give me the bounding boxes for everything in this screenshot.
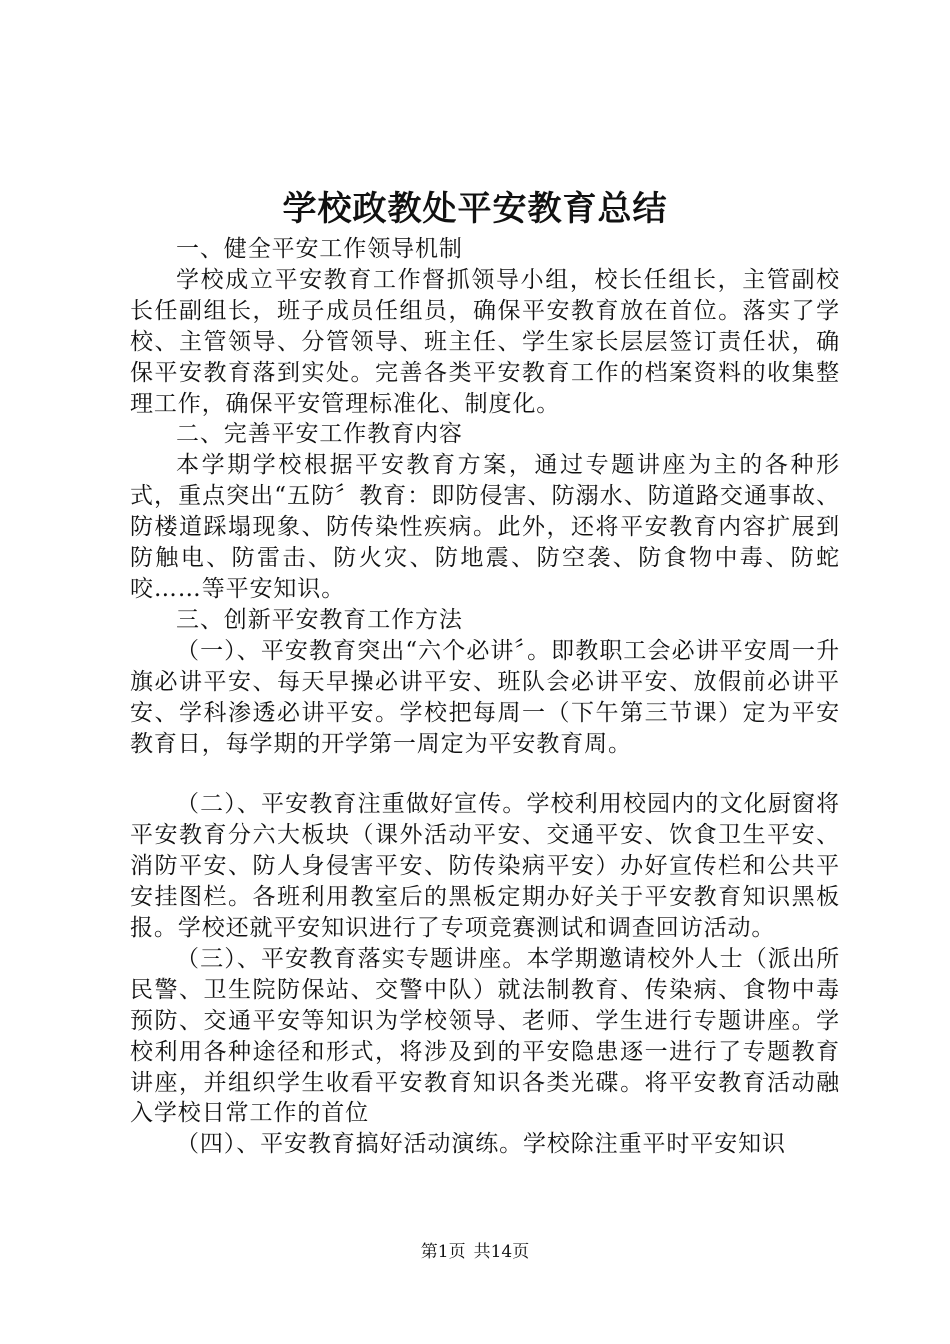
body-paragraph: （二）、平安教育注重做好宣传。学校利用校园内的文化厨窗将平安教育分六大板块（课外活动平安、交通平安、饮食卫生平安、消防平安、防人身侵害平安、防传染病平安）办好宣传栏和公共平安挂图栏。各班利用教室后的黑板定期办好关于平安教育知识黑板报。学校还就平安知识进行了专项竞赛测试和调查回访活动。 (130, 791, 840, 942)
section-heading: 二、完善平安工作教育内容 (176, 421, 463, 448)
page-total: 共14页 (473, 1242, 530, 1262)
body-paragraph: 学校成立平安教育工作督抓领导小组，校长任组长，主管副校长任副组长，班子成员任组员，确保平安教育放在首位。落实了学校、主管领导、分管领导、班主任、学生家长层层签订责任状，确保平安教育落到实处。完善各类平安教育工作的档案资料的收集整理工作，确保平安管理标准化、制度化。 (130, 266, 840, 417)
body-paragraph: 本学期学校根据平安教育方案，通过专题讲座为主的各种形式，重点突出“五防〞教育：即防侵害、防溺水、防道路交通事故、防楼道踩塌现象、防传染性疾病。此外，还将平安教育内容扩展到防触电、防雷击、防火灾、防地震、防空袭、防食物中毒、防蛇咬……等平安知识。 (130, 452, 840, 602)
section-heading: 三、创新平安教育工作方法 (176, 606, 463, 633)
body-paragraph: （三）、平安教育落实专题讲座。本学期邀请校外人士（派出所民警、卫生院防保站、交警中队）就法制教育、传染病、食物中毒预防、交通平安等知识为学校领导、老师、学生进行专题讲座。学校利用各种途径和形式，将涉及到的平安隐患逐一进行了专题教育讲座，并组织学生收看平安教育知识各类光碟。将平安教育活动融入学校日常工作的首位 (130, 945, 840, 1127)
page-number: 第1页 (420, 1242, 466, 1262)
page-footer (0, 1240, 950, 1264)
section-heading: 一、健全平安工作领导机制 (176, 236, 463, 262)
document-body (130, 234, 840, 1160)
body-paragraph: （一）、平安教育突出“六个必讲〞。即教职工会必讲平安周一升旗必讲平安、每天早操必讲平安、班队会必讲平安、放假前必讲平安、学科渗透必讲平安。学校把每周一（下午第三节课）定为平安教育日，每学期的开学第一周定为平安教育周。 (130, 637, 840, 757)
document-title: 学校政教处平安教育总结 (282, 189, 668, 229)
body-paragraph: （四）、平安教育搞好活动演练。学校除注重平时平安知识 (176, 1131, 786, 1158)
